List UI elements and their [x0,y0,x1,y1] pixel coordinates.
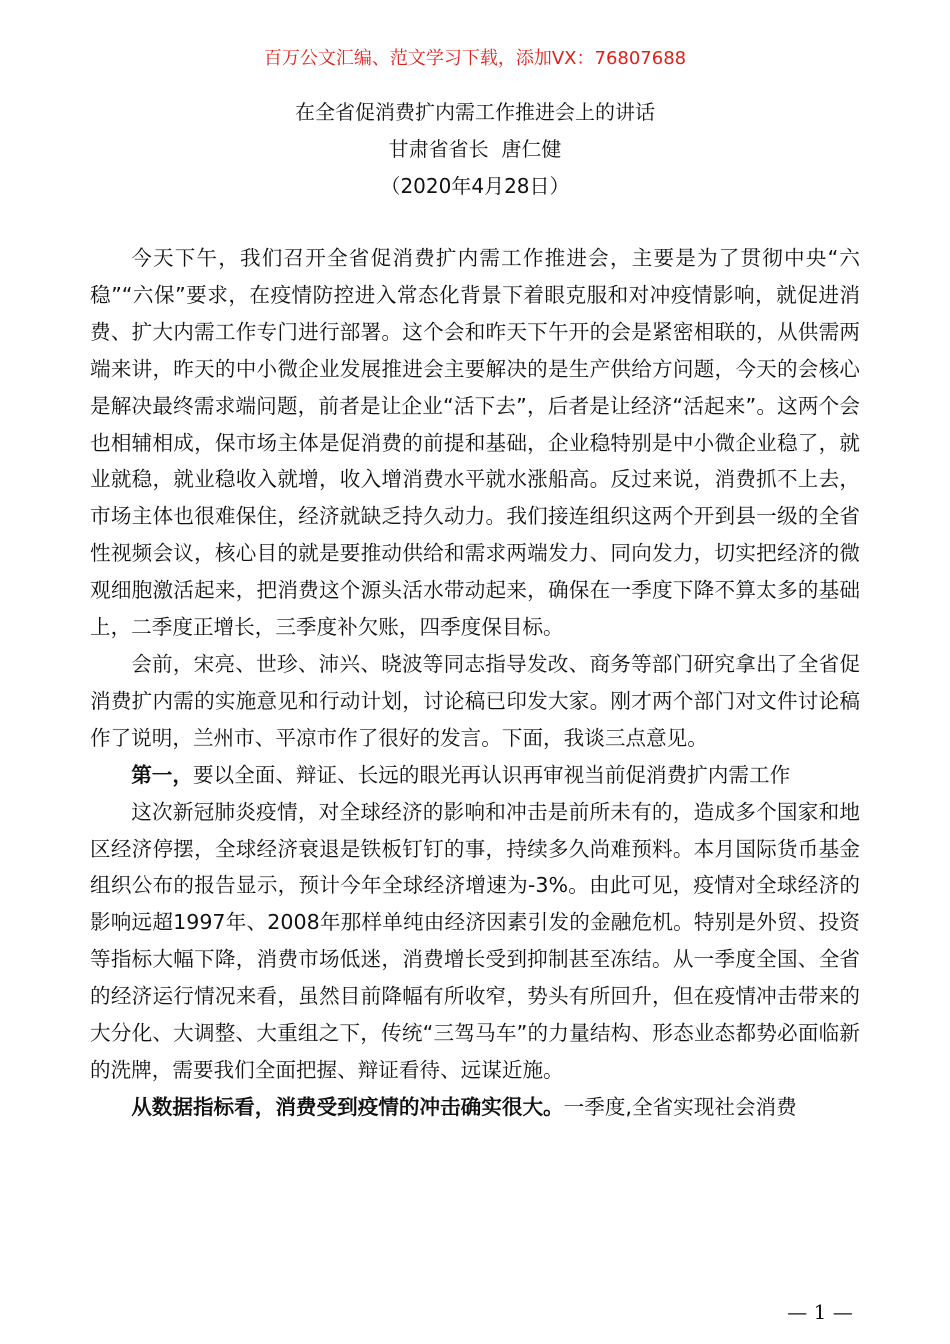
paragraph-preparation: 会前，宋亮、世珍、沛兴、晓波等同志指导发改、商务等部门研究拿出了全省促消费扩内需的实施意见和行动计划，讨论稿已印发大家。刚才两个部门对文件讨论稿作了说明，兰州市、平凉市作了很好的发言。下面，我谈三点意见。 [90,651,860,750]
document-body [90,240,860,1126]
title-block [0,94,950,205]
promo-banner: 百万公文汇编、范文学习下载，添加VX：76807688 [263,48,687,69]
paragraph-data-indicators [90,1089,860,1126]
page-number: — 1 — [787,1300,853,1324]
paragraph-bold-lead: 从数据指标看，消费受到疫情的冲击确实很大。 [131,1094,564,1119]
paragraph-epidemic-impact: 这次新冠肺炎疫情，对全球经济的影响和冲击是前所未有的，造成多个国家和地区经济停摆，全球经济衰退是铁板钉钉的事，持续多久尚难预料。本月国际货币基金组织公布的报告显示，预计今年全球经济增速为-3%。由此可见，疫情对全球经济的影响远超1997年、2008年那样单纯由经济因素引发的金融危机。特别是外贸、投资等指标大幅下降，消费市场低迷，消费增长受到抑制甚至冻结。从一季度全国、全省的经济运行情况来看，虽然目前降幅有所收窄，势头有所回升，但在疫情冲击带来的大分化、大调整、大重组之下，传统“三驾马车”的力量结构、形态业态都势必面临新的洗牌，需要我们全面把握、辩证看待、远谋近施。 [90,799,860,1082]
document-date: （2020年4月28日） [380,174,570,198]
paragraph-intro: 今天下午，我们召开全省促消费扩内需工作推进会，主要是为了贯彻中央“六稳”“六保”要求，在疫情防控进入常态化背景下着眼克服和对冲疫情影响，就促进消费、扩大内需工作专门进行部署。这个会和昨天下午开的会是紧密相联的，从供需两端来讲，昨天的中小微企业发展推进会主要解决的是生产供给方问题，今天的会核心是解决最终需求端问题，前者是让企业“活下去”，后者是让经济“活起来”。这两个会也相辅相成，保市场主体是促消费的前提和基础，企业稳特别是中小微企业稳了，就业就稳，就业稳收入就增，收入增消费水平就水涨船高。反过来说，消费抓不上去，市场主体也很难保住，经济就缺乏持久动力。我们接连组织这两个开到县一级的全省性视频会议，核心目的就是要推动供给和需求两端发力、同向发力，切实把经济的微观细胞激活起来，把消费这个源头活水带动起来，确保在一季度下降不算太多的基础上，二季度正增长，三季度补欠账，四季度保目标。 [90,246,860,640]
document-author: 甘肃省省长 唐仁健 [388,137,562,161]
section-heading-1 [90,757,860,794]
paragraph-continuation: 一季度,全省实现社会消费 [563,1094,797,1119]
document-title: 在全省促消费扩内需工作推进会上的讲话 [295,100,655,124]
section-heading-number: 第一， [131,762,193,787]
section-heading-text: 要以全面、辩证、长远的眼光再认识再审视当前促消费扩内需工作 [192,762,791,787]
